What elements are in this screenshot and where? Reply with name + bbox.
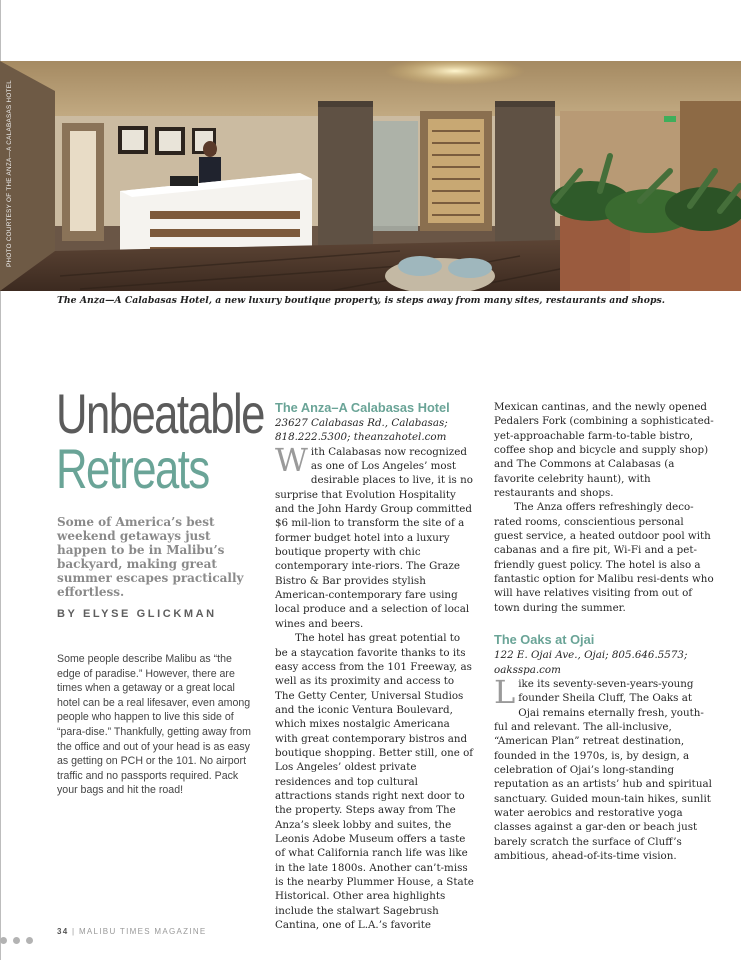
- anza-paragraph-4: The Anza offers refreshingly deco-rated rooms, conscientious personal guest service, a heated outdoor pool with cabanas and a fire pit, Wi-Fi and a pet-friendly guest policy. The hotel is also a fantastic option for Malibu resi-dents who will have relatives visiting from out of town during the summer.: [494, 501, 714, 614]
- page-folio: 34 | MALIBU TIMES MAGAZINE: [57, 927, 207, 936]
- page-number: 34: [57, 927, 69, 936]
- article-byline: BY ELYSE GLICKMAN: [57, 608, 217, 620]
- section-title-anza: The Anza–A Calabasas Hotel: [275, 400, 450, 415]
- section-title-oaks: The Oaks at Ojai: [494, 632, 595, 648]
- section-address-anza: 23627 Calabasas Rd., Calabasas; 818.222.5300; theanzahotel.com: [275, 417, 448, 444]
- section-spacer: [494, 615, 714, 632]
- anza-paragraph-1-text: ith Calabasas now recognized as one of Los Angeles’ most desirable places to live, it is no surprise that Evolution Hospitality and the John Hardy Group committed $6 mil-lion to transform the site of a former budget hotel into a luxury boutique property with chic contemporary inte-riors. The Graze Bistro & Bar provides stylish American-contemporary fare using local produce and a selection of local wines and beers.: [275, 445, 473, 630]
- body-column-2: [494, 400, 714, 863]
- footer-dot: [26, 937, 33, 944]
- oaks-paragraph-1: [494, 672, 714, 863]
- magazine-name: MALIBU TIMES MAGAZINE: [78, 927, 207, 936]
- anza-paragraph-1: [275, 440, 475, 631]
- photo-credit-text: PHOTO COURTESY OF THE ANZA—A CALABASAS HOTEL: [6, 80, 13, 267]
- photo-caption: The Anza—A Calabasas Hotel, a new luxury boutique property, is steps away from many sites, restaurants and shops.: [57, 295, 665, 306]
- anza-paragraph-3: Mexican cantinas, and the newly opened Pedalers Fork (combining a sophisticated-yet-approachable farm-to-table bistro, coffee shop and bicycle and supply shop) and The Commons at Calabasas (a favorite celebrity haunt), with restaurants and shops.: [494, 401, 714, 500]
- footer-dot: [0, 937, 7, 944]
- hotel-lobby-photo: [0, 61, 741, 291]
- footer-dots: [0, 929, 39, 937]
- article-deck: Some of America’s best weekend getaways just happen to be in Malibu’s backyard, making great summer escapes practically effortless.: [57, 515, 244, 599]
- footer-dot: [13, 937, 20, 944]
- article-intro: [57, 652, 257, 798]
- body-column-1: [275, 400, 475, 932]
- section-address-oaks: 122 E. Ojai Ave., Ojai; 805.646.5573; oaksspa.com: [494, 649, 688, 676]
- anza-paragraph-2: The hotel has great potential to be a staycation favorite thanks to its easy access from the 101 Freeway, as well as its proximity and access to The Getty Center, Universal Studios and the iconic Ventura Boulevard, which mixes nostalgic Americana with great contemporary bistros and boutique shopping. Better still, one of Los Angeles’ oldest private residences and top cultural attractions stands right next door to the property. Steps away from The Anza’s sleek lobby and suites, the Leonis Adobe Museum offers a taste of what California ranch life was like in the late 1800s. Another can’t-miss is the nearby Plummer House, a State Historical. Other area highlights include the stalwart Sagebrush Cantina, one of L.A.’s favorite: [275, 632, 474, 932]
- headline-line-2: Retreats: [56, 437, 209, 500]
- intro-paragraph: Some people describe Malibu as “the edge of paradise.” However, there are times when a getaway or a great local hotel can be a real lifesaver, even among people who happen to live this side of “para-dise.” Thankfully, getting away from the office and out of your head is as easy as getting on PCH or the 101. No airport traffic and no passports required. Pack your bags and hit the road!: [57, 653, 251, 797]
- dropcap-anza: W: [275, 440, 308, 479]
- dropcap-oaks: L: [494, 672, 516, 711]
- oaks-paragraph-1-text: ike its seventy-seven-years-young founder Sheila Cluff, The Oaks at Ojai remains eternally fresh, youth-ful and relevant. The all-inclusive, “American Plan” retreat destination, founded in the 1970s, is, by design, a celebration of Ojai’s long-standing reputation as an artists’ hub and spiritual sanctuary. Guided moun-tain hikes, sunlit water aerobics and restorative yoga classes against a gar-den or beach just barely scratch the surface of Cluff’s ambitious, ahead-of-its-time vision.: [494, 677, 712, 862]
- headline-line-1: Unbeatable: [56, 382, 264, 445]
- photo-credit: [2, 70, 16, 285]
